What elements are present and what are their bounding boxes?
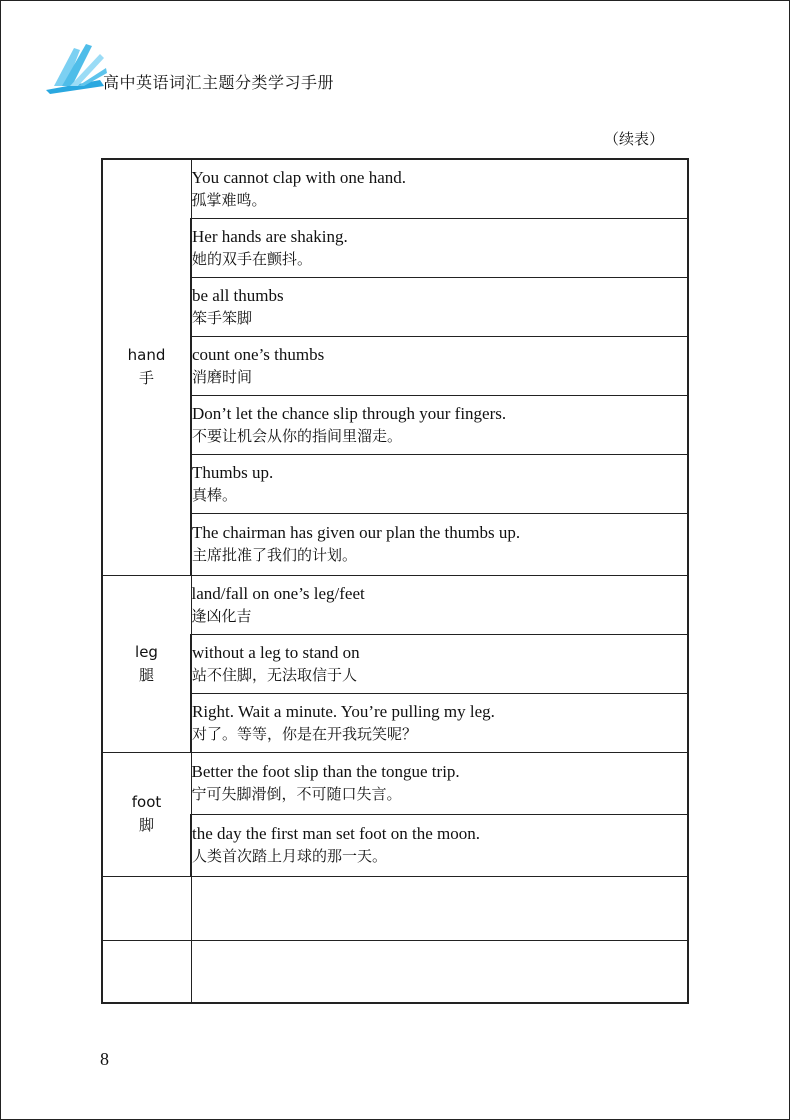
entry-cell: [191, 277, 688, 336]
entry-chinese: 逢凶化吉: [191, 606, 252, 625]
empty-table-row: [102, 940, 688, 1003]
entry-chinese: 笨手笨脚: [192, 308, 253, 327]
entry-cell: [191, 752, 688, 814]
entry-chinese: 站不住脚，无法取信于人: [192, 665, 358, 684]
empty-table-row: [102, 876, 688, 940]
entry-english: Her hands are shaking.: [192, 226, 348, 246]
table-row: [102, 159, 688, 218]
entry-chinese: 宁可失脚滑倒，不可随口失言。: [191, 785, 402, 803]
entry-english: the day the first man set foot on the moon.: [192, 824, 480, 843]
entry-cell: [191, 336, 688, 395]
empty-entry-cell: [191, 876, 688, 940]
empty-word-cell: [102, 876, 191, 940]
entry-cell: [191, 575, 688, 634]
word-zh: 脚: [138, 816, 154, 834]
word-cell-foot: [102, 752, 191, 876]
entry-chinese: 孤掌难鸣。: [191, 190, 267, 209]
entry-chinese: 主席批准了我们的计划。: [192, 546, 358, 564]
entry-chinese: 对了。等等，你是在开我玩笑呢？: [192, 724, 418, 743]
table-row: [102, 752, 688, 814]
entry-english: You cannot clap with one hand.: [191, 167, 407, 187]
entry-english: count one’s thumbs: [192, 344, 325, 364]
entry-english: be all thumbs: [192, 285, 284, 305]
entry-english: without a leg to stand on: [192, 642, 360, 662]
entry-chinese: 人类首次踏上月球的那一天。: [192, 847, 388, 865]
word-en: hand: [127, 346, 166, 365]
word-en: foot: [131, 793, 162, 811]
entry-english: Don’t let the chance slip through your fingers.: [192, 403, 507, 423]
entry-english: The chairman has given our plan the thumbs up.: [192, 523, 521, 542]
entry-cell: [191, 218, 688, 277]
word-cell-leg: [102, 575, 191, 752]
entry-english: Thumbs up.: [192, 462, 274, 482]
entry-cell: [191, 159, 688, 218]
entry-cell: [191, 395, 688, 454]
word-en: leg: [135, 642, 158, 661]
entry-cell: [191, 814, 688, 876]
empty-word-cell: [102, 940, 191, 1003]
word-zh: 腿: [138, 665, 154, 684]
entry-cell: [191, 634, 688, 693]
entry-cell: [191, 693, 688, 752]
word-zh: 手: [138, 369, 154, 388]
entry-english: land/fall on one’s leg/feet: [191, 583, 365, 603]
entry-chinese: 真棒。: [192, 485, 238, 504]
entry-cell: [191, 454, 688, 513]
book-logo-icon: [44, 40, 108, 96]
entry-english: Better the foot slip than the tongue trip.: [191, 762, 460, 781]
book-title: 高中英语词汇主题分类学习手册: [103, 73, 335, 92]
entry-chinese: 不要让机会从你的指间里溜走。: [192, 426, 403, 445]
entry-chinese: 她的双手在颤抖。: [192, 249, 313, 268]
entry-english: Right. Wait a minute. You’re pulling my leg.: [192, 701, 495, 721]
word-cell-hand: [102, 159, 191, 575]
entry-cell: [191, 513, 688, 575]
table-row: [102, 575, 688, 634]
page-number: 8: [100, 1049, 109, 1069]
continued-label: （续表）: [604, 130, 665, 148]
empty-entry-cell: [191, 940, 688, 1003]
vocabulary-table: [101, 158, 689, 1004]
entry-chinese: 消磨时间: [192, 367, 253, 386]
